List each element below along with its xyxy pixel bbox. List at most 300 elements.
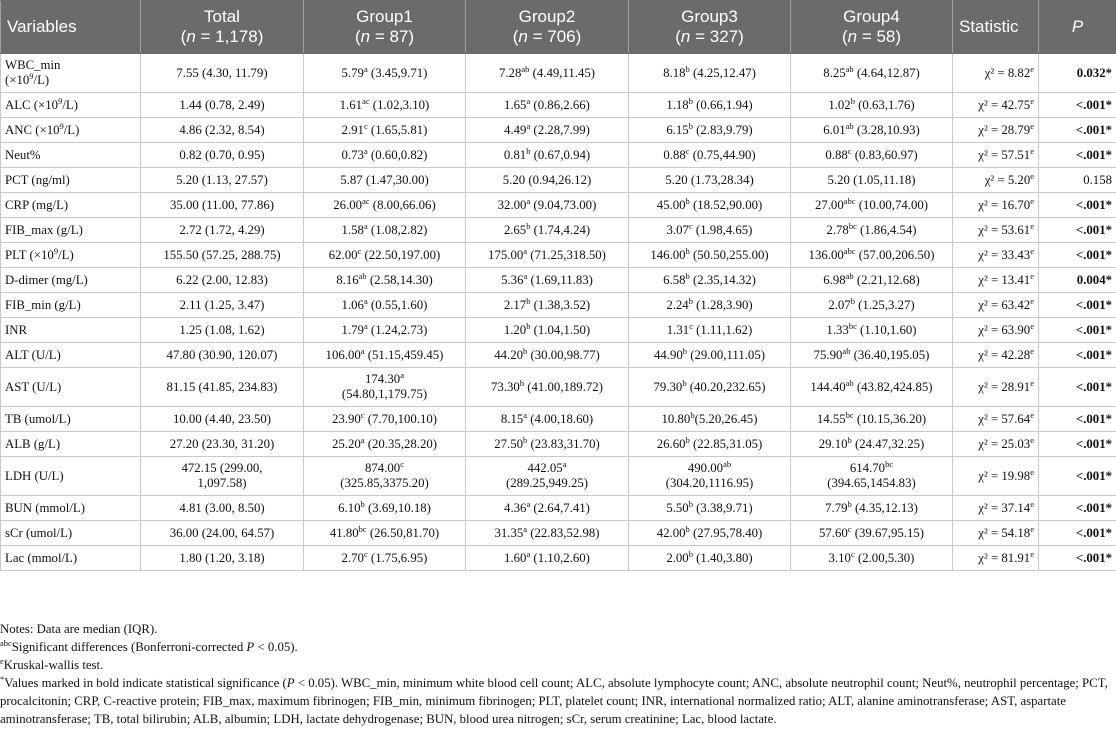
group-sup: a <box>526 548 531 559</box>
cell-g1 <box>304 93 466 118</box>
group-median: 1.65 <box>504 97 527 112</box>
cell-statistic <box>953 546 1039 571</box>
cell-g1 <box>304 268 466 293</box>
group-median: 2.17 <box>503 297 527 312</box>
statistic-value: χ² = 57.64 <box>978 411 1031 426</box>
cell-variable <box>1 268 141 293</box>
table-row <box>1 143 1116 168</box>
cell-statistic <box>953 54 1039 93</box>
cell-statistic <box>953 168 1039 193</box>
group-iqr: (325.85,3375.20) <box>340 476 429 490</box>
group-iqr: (29.00,111.05) <box>687 347 765 362</box>
p-value: <.001* <box>1075 197 1112 212</box>
table-row <box>1 243 1116 268</box>
cell-total <box>141 54 304 93</box>
header-group4-n: (n = 58) <box>841 27 902 46</box>
group-sup: c <box>685 145 690 156</box>
group-median: 2.00 <box>666 550 689 565</box>
cell-total <box>141 368 304 407</box>
group-sup: ab <box>723 459 732 469</box>
cell-g1 <box>304 193 466 218</box>
group-median: 57.60 <box>818 525 848 540</box>
group-median: 6.10 <box>338 500 361 515</box>
group-iqr: (50.50,255.00) <box>689 247 769 262</box>
group-iqr: (20.35,28.20) <box>364 436 438 451</box>
group-iqr: (1.86,4.54) <box>856 222 917 237</box>
cell-total <box>141 243 304 268</box>
cell-total <box>141 521 304 546</box>
cell-g1 <box>304 168 466 193</box>
group-iqr: (1.40,3.80) <box>692 550 753 565</box>
cell-statistic <box>953 243 1039 268</box>
group-median: 14.55 <box>816 411 846 426</box>
group-median: 31.35 <box>494 525 524 540</box>
table-row <box>1 343 1116 368</box>
table-row <box>1 496 1116 521</box>
group-median: 136.00 <box>808 247 844 262</box>
group-median: 75.90 <box>813 347 843 362</box>
cell-variable <box>1 432 141 457</box>
cell-g1 <box>304 318 466 343</box>
table-row <box>1 118 1116 143</box>
group-sup: a <box>526 498 531 509</box>
group-iqr: (71.25,318.50) <box>527 247 606 262</box>
group-sup: ab <box>845 377 854 388</box>
p-value: <.001* <box>1075 500 1112 515</box>
group-median: 27.50 <box>494 436 524 451</box>
note-line-2 <box>0 638 1110 656</box>
group-median: 6.58 <box>663 272 686 287</box>
statistic-sup: e <box>1030 295 1034 306</box>
cell-statistic <box>953 293 1039 318</box>
statistic-value: χ² = 28.79 <box>978 122 1031 137</box>
note-sup: * <box>0 674 5 684</box>
variable-name: ALC (×10 <box>5 97 59 112</box>
group-sup: b <box>685 195 690 206</box>
group-median: 8.16 <box>336 272 359 287</box>
cell-g4 <box>791 218 953 243</box>
group-median: 2.65 <box>503 222 527 237</box>
group-sup: a <box>360 345 365 356</box>
statistic-sup: e <box>1030 498 1034 509</box>
group-sup: a <box>363 145 368 156</box>
cell-g1 <box>304 118 466 143</box>
total-value: 27.20 (23.30, 31.20) <box>169 436 275 451</box>
cell-variable <box>1 93 141 118</box>
statistic-value: χ² = 33.43 <box>978 247 1031 262</box>
variable-name: INR <box>5 322 28 337</box>
group-iqr: (9.04,73.00) <box>530 197 597 212</box>
total-value: 7.55 (4.30, 11.79) <box>176 65 268 80</box>
total-value: 47.80 (30.90, 120.07) <box>166 347 278 362</box>
group-sup: b <box>850 295 855 306</box>
group-iqr: (1.04,1.50) <box>530 322 591 337</box>
group-sup: a <box>363 63 368 74</box>
p-value: <.001* <box>1075 468 1112 483</box>
cell-g1 <box>304 496 466 521</box>
cell-statistic <box>953 143 1039 168</box>
group-sup: ab <box>842 345 851 356</box>
group-median: 5.87 (1.47,30.00) <box>340 172 429 187</box>
group-sup: a <box>523 409 528 420</box>
cell-variable <box>1 218 141 243</box>
group-iqr: (22.85,31.05) <box>689 436 763 451</box>
cell-g3 <box>629 293 791 318</box>
p-value: <.001* <box>1075 297 1112 312</box>
group-median: 175.00 <box>488 247 524 262</box>
cell-g3 <box>629 407 791 432</box>
group-iqr: (3.69,10.18) <box>364 500 431 515</box>
group-median: 5.20 (1.73,28.34) <box>665 172 754 187</box>
variable-name: CRP (mg/L) <box>5 197 69 212</box>
statistic-sup: e <box>1030 377 1034 388</box>
cell-g2 <box>466 496 629 521</box>
statistic-sup: e <box>1030 220 1034 231</box>
cell-g2 <box>466 407 629 432</box>
group-median: 490.00 <box>687 461 724 475</box>
cell-g3 <box>629 218 791 243</box>
group-iqr: (4.49,11.45) <box>529 65 596 80</box>
cell-statistic <box>953 457 1039 496</box>
total-value: 35.00 (11.00, 77.86) <box>169 197 275 212</box>
total-value: 0.82 (0.70, 0.95) <box>179 147 265 162</box>
p-value: <.001* <box>1075 411 1112 426</box>
statistic-value: χ² = 63.42 <box>978 297 1031 312</box>
p-value: <.001* <box>1075 97 1112 112</box>
cell-g1 <box>304 432 466 457</box>
note-line-4 <box>0 674 1110 728</box>
cell-g3 <box>629 118 791 143</box>
group-iqr: (1.11,1.62) <box>692 322 753 337</box>
p-value: 0.004* <box>1076 272 1112 287</box>
cell-g1 <box>304 457 466 496</box>
total-value: 5.20 (1.13, 27.57) <box>176 172 268 187</box>
cell-statistic <box>953 407 1039 432</box>
group-median: 42.00 <box>656 525 686 540</box>
p-value: <.001* <box>1075 122 1112 137</box>
cell-g2 <box>466 193 629 218</box>
group-median: 7.79 <box>825 500 848 515</box>
group-median: 26.60 <box>656 436 686 451</box>
cell-g2 <box>466 54 629 93</box>
group-median: 62.00 <box>328 247 358 262</box>
group-sup: abc <box>843 245 856 256</box>
group-iqr: (0.63,1.76) <box>854 97 915 112</box>
group-median: 1.02 <box>828 97 851 112</box>
header-group1-n: (n = 87) <box>354 27 415 46</box>
group-median: 2.91 <box>341 122 364 137</box>
cell-g2 <box>466 457 629 496</box>
group-iqr: (2.00,5.30) <box>854 550 915 565</box>
variable-name: PLT (×10 <box>5 247 54 262</box>
variable-name: PCT (ng/ml) <box>5 172 70 187</box>
cell-g4 <box>791 54 953 93</box>
group-sup: a <box>363 220 368 231</box>
group-iqr: (8.00,66.06) <box>369 197 436 212</box>
statistic-value: χ² = 37.14 <box>978 500 1031 515</box>
group-sup: c <box>363 120 368 131</box>
table-row <box>1 218 1116 243</box>
group-iqr: (0.60,0.82) <box>367 147 428 162</box>
cell-g3 <box>629 143 791 168</box>
variable-name: LDH (U/L) <box>5 468 64 483</box>
group-sup: c <box>689 320 693 331</box>
group-sup: b <box>685 434 690 445</box>
cell-g1 <box>304 368 466 407</box>
group-sup: c <box>850 548 855 559</box>
group-sup: b <box>688 498 693 509</box>
table-header <box>1 1 1116 54</box>
cell-g4 <box>791 168 953 193</box>
group-median: 874.00 <box>365 461 401 475</box>
cell-g2 <box>466 243 629 268</box>
statistic-value: χ² = 57.51 <box>978 147 1031 162</box>
statistic-sup: e <box>1030 145 1034 156</box>
group-median: 32.00 <box>497 197 527 212</box>
statistic-value: χ² = 8.82 <box>984 65 1031 80</box>
variable-unit: /L) <box>62 97 78 112</box>
cell-variable <box>1 143 141 168</box>
cell-g4 <box>791 243 953 268</box>
cell-g4 <box>791 193 953 218</box>
cell-g2 <box>466 118 629 143</box>
cell-g2 <box>466 432 629 457</box>
cell-g4 <box>791 546 953 571</box>
group-median: 25.20 <box>331 436 361 451</box>
cell-g4 <box>791 118 953 143</box>
cell-p-value <box>1039 407 1116 432</box>
group-median: 79.30 <box>653 379 683 394</box>
cell-g4 <box>791 143 953 168</box>
cell-g2 <box>466 368 629 407</box>
group-median: 2.24 <box>666 297 689 312</box>
cell-g3 <box>629 521 791 546</box>
total-value: 1.80 (1.20, 3.18) <box>179 550 265 565</box>
cell-g3 <box>629 268 791 293</box>
group-median: 144.40 <box>810 379 846 394</box>
variable-name: Neut% <box>5 147 41 162</box>
statistic-sup: e <box>1030 548 1034 559</box>
group-sup: a <box>523 523 528 534</box>
table-row <box>1 546 1116 571</box>
cell-g1 <box>304 343 466 368</box>
header-group4-label: Group4 <box>843 7 900 26</box>
group-iqr: (2.58,14.30) <box>366 272 433 287</box>
statistic-value: χ² = 16.70 <box>978 197 1031 212</box>
group-iqr: (54.80,1,179.75) <box>341 387 428 401</box>
cell-p-value <box>1039 546 1116 571</box>
variable-sup: 9 <box>53 245 59 256</box>
total-value: 10.00 (4.40, 23.50) <box>172 411 272 426</box>
cell-g1 <box>304 407 466 432</box>
group-iqr: (4.00,18.60) <box>527 411 594 426</box>
cell-p-value <box>1039 318 1116 343</box>
cell-total <box>141 93 304 118</box>
p-value: <.001* <box>1075 379 1112 394</box>
group-iqr: (4.25,12.47) <box>689 65 756 80</box>
cell-g2 <box>466 268 629 293</box>
header-group3-n: (n = 327) <box>675 27 744 46</box>
cell-g1 <box>304 54 466 93</box>
cell-p-value <box>1039 118 1116 143</box>
group-iqr: (23.83,31.70) <box>527 436 600 451</box>
cell-g4 <box>791 432 953 457</box>
group-median: 1.06 <box>341 297 364 312</box>
group-median: 44.90 <box>653 347 683 362</box>
group-median: 614.70 <box>849 461 886 475</box>
header-group3 <box>629 1 791 54</box>
header-group1-label: Group1 <box>356 7 413 26</box>
total-value: 4.86 (2.32, 8.54) <box>179 122 265 137</box>
note-line-1: Notes: Data are median (IQR). <box>0 622 158 636</box>
total-value: 36.00 (24.00, 64.57) <box>169 525 275 540</box>
group-sup: b <box>688 548 693 559</box>
total-value: 81.15 (41.85, 234.83) <box>166 379 278 394</box>
group-iqr: (22.50,197.00) <box>361 247 441 262</box>
cell-p-value <box>1039 457 1116 496</box>
statistic-sup: e <box>1030 409 1034 420</box>
statistic-value: χ² = 53.61 <box>978 222 1031 237</box>
group-iqr: (27.95,78.40) <box>689 525 763 540</box>
cell-total <box>141 293 304 318</box>
group-iqr: (1.28,3.90) <box>692 297 753 312</box>
statistic-value: χ² = 5.20 <box>984 172 1031 187</box>
group-median: 0.88 <box>663 147 686 162</box>
group-median: 5.50 <box>666 500 689 515</box>
header-p: P <box>1039 1 1116 54</box>
group-sup: c <box>847 523 852 534</box>
p-value: 0.158 <box>1083 172 1112 187</box>
group-sup: b <box>685 63 690 74</box>
cell-variable <box>1 407 141 432</box>
group-iqr: (22.83,52.98) <box>527 525 600 540</box>
statistic-sup: e <box>1030 245 1034 256</box>
total-value: 4.81 (3.00, 8.50) <box>179 500 265 515</box>
variable-name: sCr (umol/L) <box>5 525 73 540</box>
group-sup: a <box>363 320 368 331</box>
cell-statistic <box>953 368 1039 407</box>
group-median: 3.10 <box>828 550 851 565</box>
note-text: Kruskal-wallis test. <box>3 658 104 672</box>
cell-g3 <box>629 432 791 457</box>
total-value: 472.15 (299.00, <box>181 461 263 475</box>
group-median: 29.10 <box>818 436 848 451</box>
cell-p-value <box>1039 93 1116 118</box>
statistic-sup: e <box>1030 345 1034 356</box>
header-group3-label: Group3 <box>681 7 738 26</box>
group-iqr: (0.67,0.94) <box>530 147 591 162</box>
cell-g3 <box>629 546 791 571</box>
group-iqr: (3.38,9.71) <box>692 500 753 515</box>
cell-statistic <box>953 93 1039 118</box>
group-sup: b <box>685 523 690 534</box>
group-median: 44.20 <box>494 347 524 362</box>
group-iqr: (4.35,12.13) <box>851 500 918 515</box>
cell-g2 <box>466 168 629 193</box>
statistic-value: χ² = 81.91 <box>978 550 1031 565</box>
group-iqr: (30.00,98.77) <box>527 347 600 362</box>
cell-g2 <box>466 93 629 118</box>
table-row <box>1 521 1116 546</box>
cell-p-value <box>1039 293 1116 318</box>
group-iqr: (10.15,36.20) <box>853 411 927 426</box>
group-sup: bc <box>845 409 854 420</box>
cell-g4 <box>791 268 953 293</box>
group-sup: b <box>685 245 690 256</box>
cell-variable <box>1 54 141 93</box>
group-iqr: (36.40,195.05) <box>850 347 930 362</box>
statistic-value: χ² = 63.90 <box>978 322 1031 337</box>
p-value: <.001* <box>1075 436 1112 451</box>
statistic-value: χ² = 28.91 <box>978 379 1031 394</box>
cell-g3 <box>629 343 791 368</box>
cell-p-value <box>1039 521 1116 546</box>
header-total-label: Total <box>204 7 240 26</box>
group-median: 2.07 <box>828 297 851 312</box>
cell-p-value <box>1039 193 1116 218</box>
header-group2-label: Group2 <box>518 7 576 26</box>
group-iqr: (1.25,3.27) <box>854 297 915 312</box>
group-sup: c <box>847 145 852 156</box>
cell-statistic <box>953 118 1039 143</box>
cell-g1 <box>304 293 466 318</box>
group-sup: b <box>523 345 528 356</box>
group-iqr: (1.10,2.60) <box>530 550 590 565</box>
p-value: <.001* <box>1075 550 1112 565</box>
total-value: 1.44 (0.78, 2.49) <box>179 97 265 112</box>
variable-sup: 9 <box>58 95 63 106</box>
group-sup: bc <box>885 459 894 469</box>
group-median: 106.00 <box>325 347 361 362</box>
header-total-n: (n = 1,178) <box>180 27 264 46</box>
group-iqr: (289.25,949.25) <box>505 476 589 490</box>
cell-variable <box>1 457 141 496</box>
cell-total <box>141 268 304 293</box>
group-median: 1.18 <box>666 97 689 112</box>
note-text: < 0.05). WBC_min, minimum white blood cell count; ALC, absolute lymphocyte count; ANC, absolute neutrophil count; Neut%, neutrophil percentage; PCT, procalcitonin; CRP, C-reactive protein; FIB_max, maximum fibrinogen; FIB_min, minimum fibrinogen; PLT, platelet count; INR, international normalized ratio; ALT, alanine aminotransferase; AST, aspartate aminotransferase; TB, total bilirubin; ALB, albumin; LDH, lactate dehydrogenase; BUN, blood urea nitrogen; sCr, serum creatinine; Lac, blood lactate. <box>0 676 1108 726</box>
group-sup: a <box>523 270 528 281</box>
group-median: 1.61 <box>339 97 363 112</box>
table-row <box>1 432 1116 457</box>
group-median: 26.00 <box>333 197 363 212</box>
p-value: <.001* <box>1075 347 1112 362</box>
group-sup: ab <box>521 63 530 74</box>
cell-g2 <box>466 521 629 546</box>
group-iqr: (2.83,9.79) <box>692 122 753 137</box>
total-value: 155.50 (57.25, 288.75) <box>163 247 281 262</box>
group-iqr: (5.20,26.45) <box>694 411 758 426</box>
cell-statistic <box>953 496 1039 521</box>
variable-name: ALT (U/L) <box>5 347 61 362</box>
group-sup: b <box>685 270 690 281</box>
group-iqr: (1.74,4.24) <box>530 222 591 237</box>
cell-g4 <box>791 293 953 318</box>
group-iqr: (1.08,2.82) <box>367 222 428 237</box>
cell-total <box>141 218 304 243</box>
table-row <box>1 407 1116 432</box>
group-iqr: (43.82,424.85) <box>853 379 933 394</box>
group-median: 3.07 <box>666 222 689 237</box>
variable-name: ALB (g/L) <box>5 436 61 451</box>
table-row <box>1 457 1116 496</box>
cell-g2 <box>466 318 629 343</box>
group-median: 6.01 <box>823 122 846 137</box>
group-median: 27.00 <box>814 197 844 212</box>
group-median: 174.30 <box>365 372 401 386</box>
cell-p-value <box>1039 368 1116 407</box>
group-iqr: (2.28,7.99) <box>530 122 590 137</box>
group-median: 73.30 <box>491 379 520 394</box>
